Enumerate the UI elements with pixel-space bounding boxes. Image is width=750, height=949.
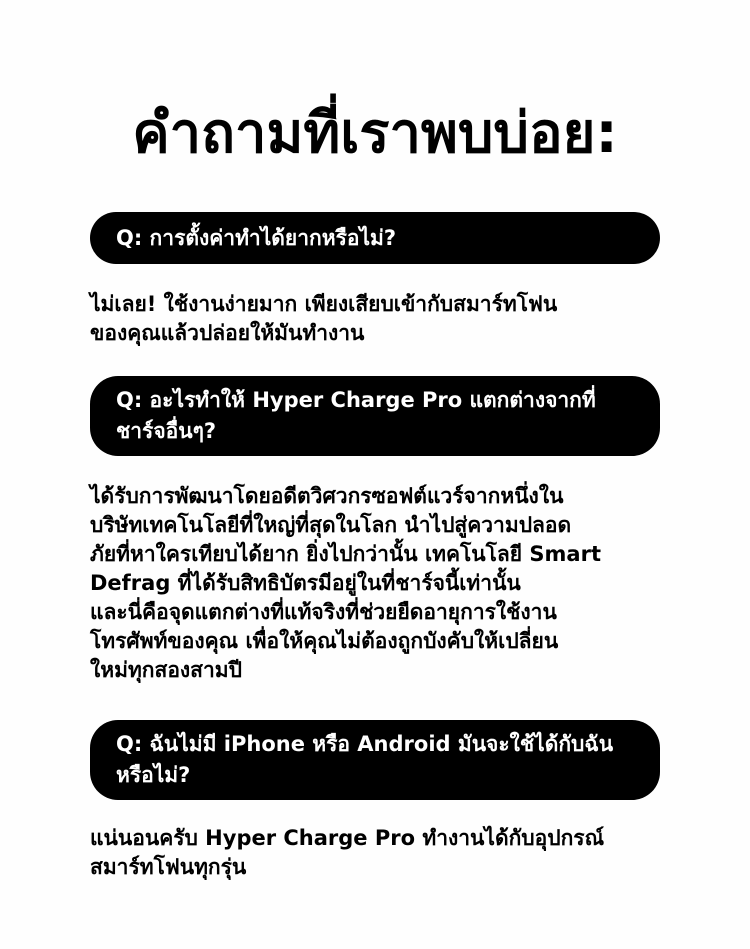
answer-1-line: ไม่เลย! ใช้งานง่ายมาก เพียงเสียบเข้ากับสมาร์ทโฟน [90, 292, 558, 316]
question-text-3: Q: ฉันไม่มี iPhone หรือ Android มันจะใช้ได้กับฉันหรือไม่? [116, 732, 614, 787]
answer-3-line: สมาร์ทโฟนทุกรุ่น [90, 855, 247, 879]
page-title: คำถามที่เราพบบ่อย: [132, 101, 618, 166]
answer-2-line: Defrag ที่ได้รับสิทธิบัตรมีอยู่ในที่ชาร์จนี้เท่านั้น [90, 571, 521, 595]
question-pill-3 [90, 720, 660, 800]
answer-1 [90, 290, 670, 348]
answer-2-line: ใหม่ทุกสองสามปี [90, 658, 242, 682]
answer-1-line: ของคุณแล้วปล่อยให้มันทำงาน [90, 321, 365, 345]
answer-2-line: ได้รับการพัฒนาโดยอดีตวิศวกรซอฟต์แวร์จากหนึ่งใน [90, 484, 564, 508]
answer-2-line: ภัยที่หาใครเทียบได้ยาก ยิ่งไปกว่านั้น เทคโนโลยี Smart [90, 542, 601, 566]
answer-2-line: โทรศัพท์ของคุณ เพื่อให้คุณไม่ต้องถูกบังคับให้เปลี่ยน [90, 629, 559, 653]
answer-2-line: และนี่คือจุดแตกต่างที่แท้จริงที่ช่วยยืดอายุการใช้งาน [90, 600, 557, 624]
question-pill-1 [90, 212, 660, 264]
question-text-2: Q: อะไรทำให้ Hyper Charge Pro แตกต่างจากที่ชาร์จอื่นๆ? [116, 388, 596, 443]
question-text-1: Q: การตั้งค่าทำได้ยากหรือไม่? [116, 225, 397, 250]
answer-2 [90, 482, 670, 685]
answer-3-line: แน่นอนครับ Hyper Charge Pro ทำงานได้กับอุปกรณ์ [90, 826, 605, 850]
answer-3 [90, 824, 670, 882]
answer-2-line: บริษัทเทคโนโลยีที่ใหญ่ที่สุดในโลก นำไปสู่ความปลอด [90, 513, 572, 537]
question-pill-2 [90, 376, 660, 456]
